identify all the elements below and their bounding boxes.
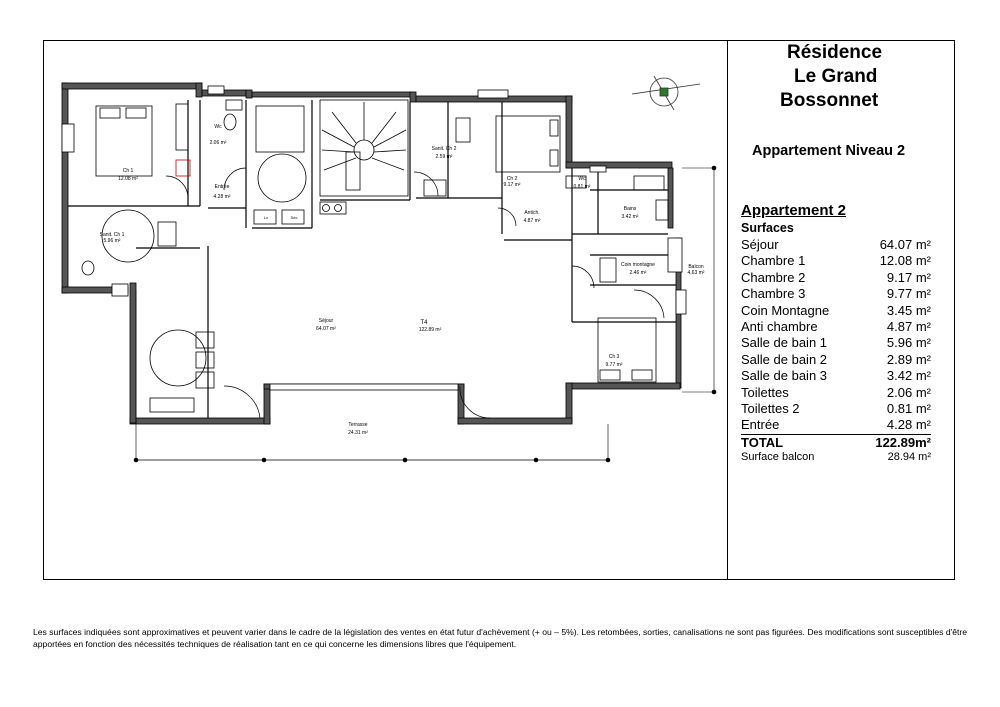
surface-row	[741, 303, 931, 319]
surface-name: Salle de bain 2	[741, 351, 828, 367]
label-terrasse: Terrasse	[348, 422, 368, 428]
balcony-value: 28.94 m²	[887, 451, 931, 463]
surface-name: Séjour	[741, 237, 779, 252]
label-sejour: Séjour	[318, 318, 334, 324]
surface-row	[741, 237, 931, 253]
label-ch3: Ch 3	[608, 354, 620, 360]
surface-row	[741, 417, 931, 433]
label-bains: Bains	[623, 206, 637, 212]
total-value: 122.89m²	[875, 435, 931, 450]
surface-name: Salle de bain 1	[741, 335, 828, 351]
label-seche: Sèc	[290, 215, 298, 220]
label-antich-area: 4.87 m²	[523, 218, 541, 224]
surface-name: Chambre 2	[741, 269, 806, 285]
label-coin-area: 2.46 m²	[629, 270, 647, 276]
surface-name: Entrée	[741, 417, 780, 433]
surface-name: Coin Montagne	[741, 302, 830, 318]
surface-value: 2.89 m²	[886, 351, 931, 367]
label-sanit2: Sanit. Ch 2	[431, 146, 457, 152]
total-label: TOTAL	[741, 435, 784, 450]
label-terrasse-area: 24.31 m²	[348, 430, 368, 436]
label-balcon: Balcon	[688, 264, 704, 270]
surface-value: 0.81 m²	[886, 401, 931, 416]
label-entree-area: 4.28 m²	[213, 194, 231, 200]
label-t4-area: 122.89 m²	[418, 327, 442, 333]
surface-name: Chambre 3	[741, 286, 806, 302]
label-bains-area: 3.42 m²	[621, 214, 639, 220]
surface-row	[741, 270, 931, 286]
label-ch3-area: 9.77 m²	[605, 362, 623, 368]
label-sanit1: Sanit. Ch 1	[99, 232, 125, 238]
surface-name: Toilettes	[741, 384, 789, 400]
surface-name: Chambre 1	[741, 253, 806, 269]
label-sanit2-area: 2.59 m²	[435, 154, 453, 160]
label-coin: Coin montagne	[621, 262, 655, 268]
label-balcon-area: 4.63 m²	[687, 270, 705, 276]
surface-value: 64.07 m²	[879, 237, 931, 252]
surface-row	[741, 253, 931, 269]
surface-value: 12.08 m²	[879, 253, 931, 269]
apartment-title: Appartement 2	[741, 202, 847, 219]
label-ch1: Ch 1	[122, 168, 134, 174]
surface-value: 3.42 m²	[886, 368, 931, 384]
label-entree: Entrée	[214, 184, 230, 190]
label-antich: Antich.	[524, 210, 540, 216]
surface-name: Toilettes 2	[741, 401, 800, 416]
surface-row	[741, 401, 931, 417]
label-ch2: Ch 2	[506, 176, 518, 182]
outer-walls	[62, 83, 681, 424]
surface-value: 4.87 m²	[886, 319, 931, 334]
balcony-label: Surface balcon	[741, 451, 815, 463]
title-line-1: Résidence	[787, 42, 883, 63]
surface-value: 4.28 m²	[886, 417, 931, 433]
surface-row	[741, 286, 931, 302]
inner-walls	[68, 100, 676, 418]
windows	[62, 86, 686, 390]
surface-row	[741, 385, 931, 401]
compass-icon	[632, 76, 700, 110]
surface-row	[741, 319, 931, 335]
doors	[166, 168, 664, 418]
disclaimer: Les surfaces indiquées sont approximatives et peuvent varier dans le cadre de la législation des ventes en état futur d'achèvement (+ ou – 5%). Les retombées, sorties, canalisations ne sont pas figurées. Des modifications sont susceptibles d'être apportées en fonction des nécessités techniques de réalisation tant en ce qui concerne les dimensions libres que l'équipement.	[33, 627, 968, 649]
info-panel	[728, 41, 954, 579]
surface-row	[741, 335, 931, 351]
label-wc2: Wc	[578, 176, 586, 182]
label-lave: Lv	[263, 215, 269, 220]
surfaces-heading: Surfaces	[741, 221, 794, 235]
surface-value: 9.17 m²	[886, 269, 931, 285]
subtitle: Appartement Niveau 2	[752, 143, 906, 159]
label-sejour-area: 64.07 m²	[316, 326, 336, 332]
surface-value: 9.77 m²	[886, 286, 931, 302]
total-row	[741, 434, 931, 451]
label-ch1-area: 12.08 m²	[118, 176, 138, 182]
label-ch2-area: 9.17 m²	[503, 182, 521, 188]
label-sanit1-area: 5.96 m²	[103, 238, 121, 244]
staircase	[320, 100, 408, 196]
surface-row	[741, 368, 931, 384]
surface-name: Salle de bain 3	[741, 368, 828, 384]
surface-value: 2.06 m²	[886, 384, 931, 400]
title-line-3: Bossonnet	[780, 90, 879, 111]
surface-value: 3.45 m²	[886, 302, 931, 318]
balcony-row	[741, 451, 931, 467]
surface-value: 5.96 m²	[886, 335, 931, 351]
surface-name: Anti chambre	[741, 319, 818, 334]
label-t4: T4	[420, 320, 428, 326]
floor-plan	[44, 41, 726, 579]
label-wc1: Wc	[214, 124, 222, 130]
label-wc2-area: 0.81 m²	[573, 184, 591, 190]
title-line-2: Le Grand	[794, 66, 878, 87]
label-wc1-area: 2.06 m²	[209, 140, 227, 146]
surface-row	[741, 352, 931, 368]
